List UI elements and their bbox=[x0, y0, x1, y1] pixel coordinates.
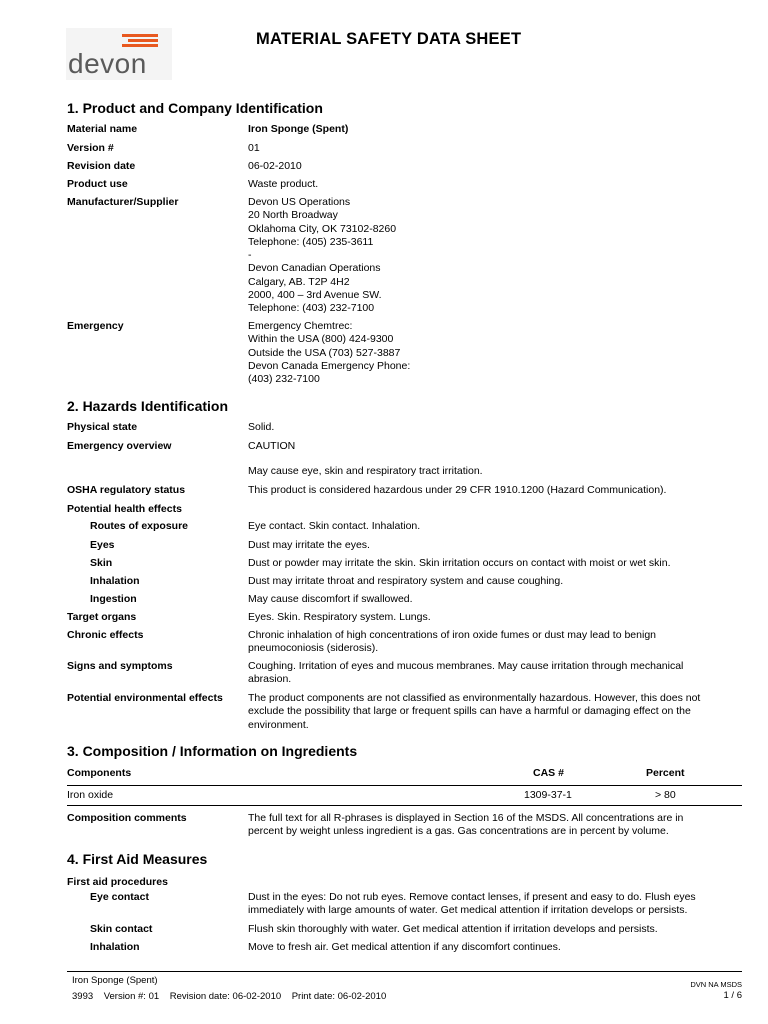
footer-divider bbox=[67, 971, 742, 972]
field-value: Iron Sponge (Spent) bbox=[248, 123, 349, 135]
field-value: This product is considered hazardous under 29 CFR 1910.1200 (Hazard Communication). bbox=[248, 484, 667, 496]
field-value: 01 bbox=[248, 142, 260, 154]
section-1-title: 1. Product and Company Identification bbox=[67, 100, 323, 116]
footer-page-number: 1 / 6 bbox=[723, 990, 742, 1001]
field-label: Eyes bbox=[90, 539, 115, 551]
field-label: Inhalation bbox=[90, 575, 140, 587]
field-label: Manufacturer/Supplier bbox=[67, 196, 179, 208]
field-label: Eye contact bbox=[90, 891, 149, 903]
field-label: Composition comments bbox=[67, 812, 187, 824]
field-label: Inhalation bbox=[90, 941, 140, 953]
field-value: Move to fresh air. Get medical attention if any discomfort continues. bbox=[248, 941, 561, 953]
field-value: The full text for all R-phrases is displayed in Section 16 of the MSDS. All concentrations are in percent by weight unless ingredient is a gas. Gas concentrations are in percent by volume. bbox=[248, 812, 684, 838]
field-value: Chronic inhalation of high concentrations of iron oxide fumes or dust may lead to benign pneumoconiosis (siderosis). bbox=[248, 629, 656, 655]
field-label: Routes of exposure bbox=[90, 520, 189, 532]
field-label: Potential health effects bbox=[67, 503, 182, 515]
field-label: Emergency bbox=[67, 320, 124, 332]
field-value: May cause discomfort if swallowed. bbox=[248, 593, 413, 605]
footer-product-name: Iron Sponge (Spent) bbox=[72, 975, 158, 986]
field-label: OSHA regulatory status bbox=[67, 484, 186, 496]
field-value: Coughing. Irritation of eyes and mucous membranes. May cause irritation through mechanical abrasion. bbox=[248, 660, 684, 686]
field-label: Skin contact bbox=[90, 923, 153, 935]
table-divider bbox=[67, 805, 742, 806]
field-label: Product use bbox=[67, 178, 128, 190]
field-value: Dust in the eyes: Do not rub eyes. Remove contact lenses, if present and easy to do. Flush eyes immediately with large amounts of water. Get medical attention if irritation develops or persists. bbox=[248, 891, 696, 917]
logo-text: devon bbox=[68, 48, 147, 79]
document-title: MATERIAL SAFETY DATA SHEET bbox=[256, 30, 522, 48]
field-label: First aid procedures bbox=[67, 876, 168, 888]
field-value: Waste product. bbox=[248, 178, 319, 190]
column-header-cas: CAS # bbox=[533, 767, 564, 779]
section-2-title: 2. Hazards Identification bbox=[67, 398, 229, 414]
component-name: Iron oxide bbox=[67, 789, 114, 801]
field-label: Emergency overview bbox=[67, 440, 172, 452]
column-header-components: Components bbox=[67, 767, 132, 779]
field-label: Skin bbox=[90, 557, 113, 569]
section-4-title: 4. First Aid Measures bbox=[67, 851, 208, 867]
field-label: Chronic effects bbox=[67, 629, 144, 641]
field-label: Material name bbox=[67, 123, 138, 135]
field-label: Signs and symptoms bbox=[67, 660, 173, 672]
field-label: Ingestion bbox=[90, 593, 137, 605]
field-value: Eyes. Skin. Respiratory system. Lungs. bbox=[248, 611, 431, 623]
devon-logo bbox=[66, 28, 172, 80]
footer-code: DVN NA MSDS bbox=[690, 980, 742, 989]
field-value: Devon US Operations 20 North Broadway Oklahoma City, OK 73102-8260 Telephone: (405) 235-3611 - Devon Canadian Operations Calgary, AB. T2P 4H2 2000, 400 – 3rd Avenue SW. Telephone: (403) 232-7100 bbox=[248, 196, 397, 315]
table-divider bbox=[67, 785, 742, 786]
field-value: May cause eye, skin and respiratory tract irritation. bbox=[248, 465, 483, 477]
column-header-percent: Percent bbox=[646, 767, 685, 779]
field-value: Emergency Chemtrec: Within the USA (800) 424-9300 Outside the USA (703) 527-3887 Devon Canada Emergency Phone: (403) 232-7100 bbox=[248, 320, 411, 386]
field-value: Dust may irritate throat and respiratory system and cause coughing. bbox=[248, 575, 564, 587]
field-label: Physical state bbox=[67, 421, 138, 433]
field-value: Flush skin thoroughly with water. Get medical attention if irritation develops and persists. bbox=[248, 923, 658, 935]
field-label: Revision date bbox=[67, 160, 136, 172]
field-value: The product components are not classified as environmentally hazardous. However, this does not exclude the possibility that large or frequent spills can have a harmful or damaging effect on the environment. bbox=[248, 692, 701, 731]
component-percent: > 80 bbox=[655, 789, 676, 801]
field-value: Dust or powder may irritate the skin. Skin irritation occurs on contact with moist or wet skin. bbox=[248, 557, 671, 569]
field-value: 06-02-2010 bbox=[248, 160, 302, 172]
field-value: Eye contact. Skin contact. Inhalation. bbox=[248, 520, 421, 532]
footer-info-line: 3993 Version #: 01 Revision date: 06-02-2010 Print date: 06-02-2010 bbox=[72, 991, 387, 1002]
field-value: Dust may irritate the eyes. bbox=[248, 539, 370, 551]
field-label: Version # bbox=[67, 142, 114, 154]
field-value: Solid. bbox=[248, 421, 275, 433]
field-value: CAUTION bbox=[248, 440, 296, 452]
field-label: Target organs bbox=[67, 611, 137, 623]
field-label: Potential environmental effects bbox=[67, 692, 223, 704]
section-3-title: 3. Composition / Information on Ingredients bbox=[67, 743, 358, 759]
component-cas: 1309-37-1 bbox=[524, 789, 572, 801]
